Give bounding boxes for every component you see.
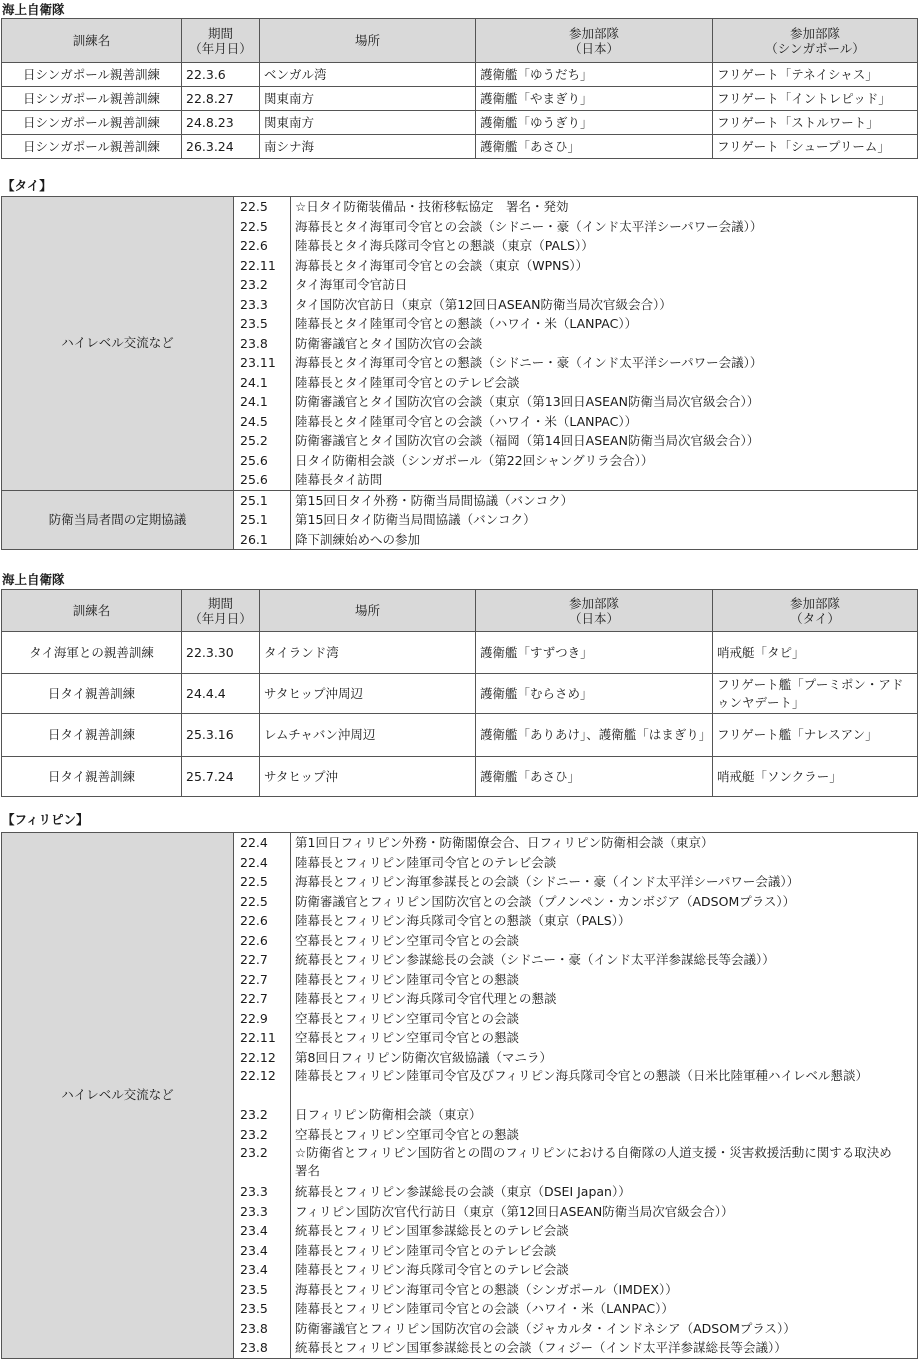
event-description: 海幕長とフィリピン海軍司令官との懇談（シンガポール（IMDEX）） bbox=[295, 1281, 678, 1297]
table-cell: サタヒップ沖周辺 bbox=[260, 674, 476, 714]
event-date: 23.2 bbox=[240, 1107, 268, 1122]
table-cell: 日タイ親善訓練 bbox=[2, 714, 182, 757]
event-description: 陸幕長とフィリピン海兵隊司令官とのテレビ会談 bbox=[295, 1262, 569, 1277]
event-description: 陸幕長とフィリピン海兵隊司令官代理との懇談 bbox=[295, 991, 557, 1006]
event-date: 22.11 bbox=[240, 257, 276, 273]
thailand-high-level-row bbox=[2, 197, 918, 491]
event-description: 陸幕長タイ訪問 bbox=[295, 472, 383, 487]
column-header: 訓練名 bbox=[2, 19, 182, 63]
table-cell: 日シンガポール親善訓練 bbox=[2, 87, 182, 111]
table-cell: 関東南方 bbox=[260, 111, 476, 135]
event-date: 26.1 bbox=[240, 531, 268, 547]
table-cell: 護衛艦「すずつき」 bbox=[476, 632, 713, 674]
event-date: 23.3 bbox=[240, 1184, 268, 1199]
event-description: 空幕長とフィリピン空軍司令官との懇談 bbox=[295, 1126, 520, 1142]
column-header: 期間 （年月日） bbox=[182, 19, 260, 63]
event-description: 空幕長とフィリピン空軍司令官との懇談 bbox=[295, 1030, 520, 1045]
event-description: 空幕長とフィリピン空軍司令官との会談 bbox=[295, 932, 520, 948]
event-description: 陸幕長とタイ陸軍司令官とのテレビ会談 bbox=[295, 374, 520, 390]
event-description: 第1回日フィリピン外務・防衛閣僚会合、日フィリピン防衛相会談（東京） bbox=[295, 835, 714, 850]
table-row bbox=[2, 87, 918, 111]
table-cell: 24.4.4 bbox=[182, 674, 260, 714]
table-cell: 哨戒艇「ソンクラー」 bbox=[713, 757, 918, 797]
event-description: 陸幕長とフィリピン陸軍司令官との会談（ハワイ・米（LANPAC）） bbox=[295, 1301, 674, 1316]
event-date: 23.4 bbox=[240, 1223, 268, 1238]
event-date: 24.5 bbox=[240, 413, 268, 429]
table-cell: フリゲート「シュープリーム」 bbox=[713, 135, 918, 159]
event-date: 23.11 bbox=[240, 355, 276, 370]
event-description: 陸幕長とフィリピン陸軍司令官及びフィリピン海兵隊司令官との懇談（日米比陸軍種ハイレベル懇談） bbox=[295, 1068, 869, 1083]
table-cell: ベンガル湾 bbox=[260, 63, 476, 87]
event-description: フィリピン国防次官代行訪日（東京（第12回日ASEAN防衛当局次官級会合）） bbox=[295, 1203, 734, 1219]
column-header: 参加部隊 （日本） bbox=[476, 19, 713, 63]
event-description: 統幕長とフィリピン参謀総長の会談（シドニー・豪（インド太平洋参謀総長等会議）） bbox=[295, 952, 775, 967]
event-description: 防衛審議官とタイ国防次官の会談（東京（第13回日ASEAN防衛当局次官級会合）） bbox=[295, 394, 760, 409]
table-cell: 22.3.6 bbox=[182, 63, 260, 87]
table-cell: 護衛艦「ありあけ」、護衛艦「はまぎり」 bbox=[476, 714, 713, 757]
event-date: 23.5 bbox=[240, 1301, 268, 1316]
column-header: 場所 bbox=[260, 19, 476, 63]
event-description: 陸幕長とフィリピン陸軍司令官との懇談 bbox=[295, 971, 520, 987]
event-date: 22.7 bbox=[240, 991, 268, 1006]
event-date: 22.4 bbox=[240, 854, 268, 870]
event-date: 25.1 bbox=[240, 492, 268, 508]
section-title-msdf-singapore: 海上自衛隊 bbox=[2, 2, 65, 17]
event-description: 陸幕長とタイ陸軍司令官との懇談（ハワイ・米（LANPAC）） bbox=[295, 316, 638, 331]
table-cell: 22.8.27 bbox=[182, 87, 260, 111]
event-description: 海幕長とフィリピン海軍参謀長との会談（シドニー・豪（インド太平洋シーパワー会議）） bbox=[295, 874, 800, 889]
table-cell: 護衛艦「やまぎり」 bbox=[476, 87, 713, 111]
event-date: 22.4 bbox=[240, 835, 268, 850]
philippines-exchange-table bbox=[1, 832, 918, 1359]
event-date: 23.4 bbox=[240, 1262, 268, 1277]
table-header-row bbox=[2, 19, 918, 63]
event-date: 23.2 bbox=[240, 277, 268, 292]
table-cell: 日タイ親善訓練 bbox=[2, 757, 182, 797]
section-title-thailand: 【タイ】 bbox=[2, 178, 52, 193]
event-description: 陸幕長とフィリピン陸軍司令官とのテレビ会談 bbox=[295, 1242, 557, 1258]
event-date: 23.2 bbox=[240, 1145, 268, 1160]
date-column bbox=[234, 197, 291, 491]
event-date: 22.9 bbox=[240, 1010, 268, 1026]
table-cell: フリゲート「ストルワート」 bbox=[713, 111, 918, 135]
event-date: 22.11 bbox=[240, 1030, 276, 1045]
table-row bbox=[2, 757, 918, 797]
table-cell: サタヒップ沖 bbox=[260, 757, 476, 797]
event-date: 25.1 bbox=[240, 512, 268, 527]
event-date: 22.7 bbox=[240, 952, 268, 967]
table-cell: タイランド湾 bbox=[260, 632, 476, 674]
event-description: ☆防衛省とフィリピン国防省との間のフィリピンにおける自衛隊の人道支援・災害救援活動に関する取決め 署名 bbox=[295, 1145, 905, 1178]
event-column bbox=[291, 490, 918, 550]
event-date: 22.6 bbox=[240, 913, 268, 928]
event-date: 25.2 bbox=[240, 433, 268, 448]
table-cell: レムチャバン沖周辺 bbox=[260, 714, 476, 757]
column-header: 期間 （年月日） bbox=[182, 590, 260, 632]
table-row bbox=[2, 135, 918, 159]
table-row bbox=[2, 632, 918, 674]
event-date: 23.8 bbox=[240, 1320, 268, 1336]
event-description: 統幕長とフィリピン参謀総長の会談（東京（DSEI Japan）） bbox=[295, 1184, 631, 1199]
event-description: 海幕長とタイ海軍司令官との会談（東京（WPNS）） bbox=[295, 257, 589, 273]
event-date: 23.3 bbox=[240, 296, 268, 312]
event-date: 22.12 bbox=[240, 1049, 276, 1065]
thailand-consultation-row bbox=[2, 490, 918, 550]
column-header: 参加部隊 （タイ） bbox=[713, 590, 918, 632]
table-cell: 関東南方 bbox=[260, 87, 476, 111]
event-description: 降下訓練始めへの参加 bbox=[295, 531, 421, 547]
table-cell: 護衛艦「あさひ」 bbox=[476, 757, 713, 797]
event-date: 25.6 bbox=[240, 452, 268, 468]
event-description: 第15回日タイ外務・防衛当局間協議（バンコク） bbox=[295, 492, 574, 508]
event-date: 22.7 bbox=[240, 971, 268, 987]
table-row bbox=[2, 111, 918, 135]
thailand-high-level-label: ハイレベル交流など bbox=[2, 197, 234, 491]
event-description: 防衛審議官とタイ国防次官の会談 bbox=[295, 335, 483, 351]
philippines-high-level-label: ハイレベル交流など bbox=[2, 833, 234, 1359]
event-description: 第8回日フィリピン防衛次官級協議（マニラ） bbox=[295, 1049, 552, 1065]
event-description: ☆日タイ防衛装備品・技術移転協定 署名・発効 bbox=[295, 199, 569, 214]
event-description: 防衛審議官とフィリピン国防次官との会談（プノンペン・カンボジア（ADSOMプラス）） bbox=[295, 893, 796, 909]
table-cell: 護衛艦「あさひ」 bbox=[476, 135, 713, 159]
event-description: 陸幕長とタイ海兵隊司令官との懇談（東京（PALS）） bbox=[295, 238, 594, 253]
event-date: 22.6 bbox=[240, 238, 268, 253]
table-cell: 護衛艦「ゆうだち」 bbox=[476, 63, 713, 87]
event-date: 22.5 bbox=[240, 199, 268, 214]
column-header: 場所 bbox=[260, 590, 476, 632]
table-cell: 日タイ親善訓練 bbox=[2, 674, 182, 714]
event-description: 日フィリピン防衛相会談（東京） bbox=[295, 1107, 482, 1122]
event-date: 24.1 bbox=[240, 374, 268, 390]
event-date: 22.6 bbox=[240, 932, 268, 948]
event-description: 防衛審議官とフィリピン国防次官の会談（ジャカルタ・インドネシア（ADSOMプラス）） bbox=[295, 1320, 796, 1336]
event-date: 23.5 bbox=[240, 1281, 268, 1297]
table-cell: 26.3.24 bbox=[182, 135, 260, 159]
table-cell: 24.8.23 bbox=[182, 111, 260, 135]
table-row bbox=[2, 63, 918, 87]
section-title-philippines: 【フィリピン】 bbox=[2, 812, 89, 827]
table-header-row bbox=[2, 590, 918, 632]
table-cell: 日シンガポール親善訓練 bbox=[2, 63, 182, 87]
event-description: 陸幕長とフィリピン海兵隊司令官との懇談（東京（PALS）） bbox=[295, 913, 631, 928]
philippines-high-level-row bbox=[2, 833, 918, 1359]
event-column bbox=[291, 197, 918, 491]
event-date: 23.8 bbox=[240, 335, 268, 351]
thailand-exchange-table bbox=[1, 196, 918, 550]
date-column bbox=[234, 833, 291, 1359]
column-header: 参加部隊 （日本） bbox=[476, 590, 713, 632]
event-date: 22.5 bbox=[240, 874, 268, 889]
event-date: 22.5 bbox=[240, 893, 268, 909]
event-date: 23.2 bbox=[240, 1126, 268, 1142]
event-description: 第15回日タイ防衛当局間協議（バンコク） bbox=[295, 512, 536, 527]
event-description: 統幕長とフィリピン国軍参謀総長との会談（フィジー（インド太平洋参謀総長等会議）） bbox=[295, 1340, 787, 1355]
event-date: 23.3 bbox=[240, 1203, 268, 1219]
event-date: 24.1 bbox=[240, 394, 268, 409]
event-description: 海幕長とタイ海軍司令官との会談（シドニー・豪（インド太平洋シーパワー会議）） bbox=[295, 218, 763, 234]
singapore-training-table bbox=[1, 18, 918, 159]
event-description: タイ国防次官訪日（東京（第12回日ASEAN防衛当局次官級会合）） bbox=[295, 296, 672, 312]
date-column bbox=[234, 490, 291, 550]
table-cell: 日シンガポール親善訓練 bbox=[2, 111, 182, 135]
event-column bbox=[291, 833, 918, 1359]
event-date: 25.6 bbox=[240, 472, 268, 487]
table-cell: 南シナ海 bbox=[260, 135, 476, 159]
table-cell: 25.7.24 bbox=[182, 757, 260, 797]
event-date: 22.12 bbox=[240, 1068, 276, 1083]
event-description: 統幕長とフィリピン国軍参謀総長とのテレビ会談 bbox=[295, 1223, 569, 1238]
event-date: 23.5 bbox=[240, 316, 268, 331]
event-date: 23.4 bbox=[240, 1242, 268, 1258]
table-row bbox=[2, 714, 918, 757]
event-description: 海幕長とタイ海軍司令官との懇談（シドニー・豪（インド太平洋シーパワー会議）） bbox=[295, 355, 763, 370]
table-cell: フリゲート艦「ナレスアン」 bbox=[713, 714, 918, 757]
event-date: 22.5 bbox=[240, 218, 268, 234]
table-cell: 25.3.16 bbox=[182, 714, 260, 757]
event-date: 23.8 bbox=[240, 1340, 268, 1355]
event-description: 陸幕長とタイ陸軍司令官との会談（ハワイ・米（LANPAC）） bbox=[295, 413, 638, 429]
table-cell: フリゲート「イントレピッド」 bbox=[713, 87, 918, 111]
table-cell: 日シンガポール親善訓練 bbox=[2, 135, 182, 159]
table-cell: 護衛艦「むらさめ」 bbox=[476, 674, 713, 714]
table-cell: フリゲート艦「プーミポン・アドゥンヤデート」 bbox=[713, 674, 918, 714]
event-description: タイ海軍司令官訪日 bbox=[295, 277, 408, 292]
column-header: 参加部隊 （シンガポール） bbox=[713, 19, 918, 63]
event-description: 日タイ防衛相会談（シンガポール（第22回シャングリラ会合）） bbox=[295, 452, 654, 468]
table-cell: タイ海軍との親善訓練 bbox=[2, 632, 182, 674]
section-title-msdf-thailand: 海上自衛隊 bbox=[2, 572, 65, 587]
event-description: 空幕長とフィリピン空軍司令官との会談 bbox=[295, 1010, 520, 1026]
thai-training-table bbox=[1, 589, 918, 797]
table-cell: 護衛艦「ゆうぎり」 bbox=[476, 111, 713, 135]
table-cell: フリゲート「テネイシャス」 bbox=[713, 63, 918, 87]
event-description: 防衛審議官とタイ国防次官の会談（福岡（第14回日ASEAN防衛当局次官級会合）） bbox=[295, 433, 760, 448]
thailand-consultation-label: 防衛当局者間の定期協議 bbox=[2, 490, 234, 550]
table-cell: 22.3.30 bbox=[182, 632, 260, 674]
column-header: 訓練名 bbox=[2, 590, 182, 632]
table-cell: 哨戒艇「タピ」 bbox=[713, 632, 918, 674]
table-row bbox=[2, 674, 918, 714]
event-description: 陸幕長とフィリピン陸軍司令官とのテレビ会談 bbox=[295, 854, 557, 870]
